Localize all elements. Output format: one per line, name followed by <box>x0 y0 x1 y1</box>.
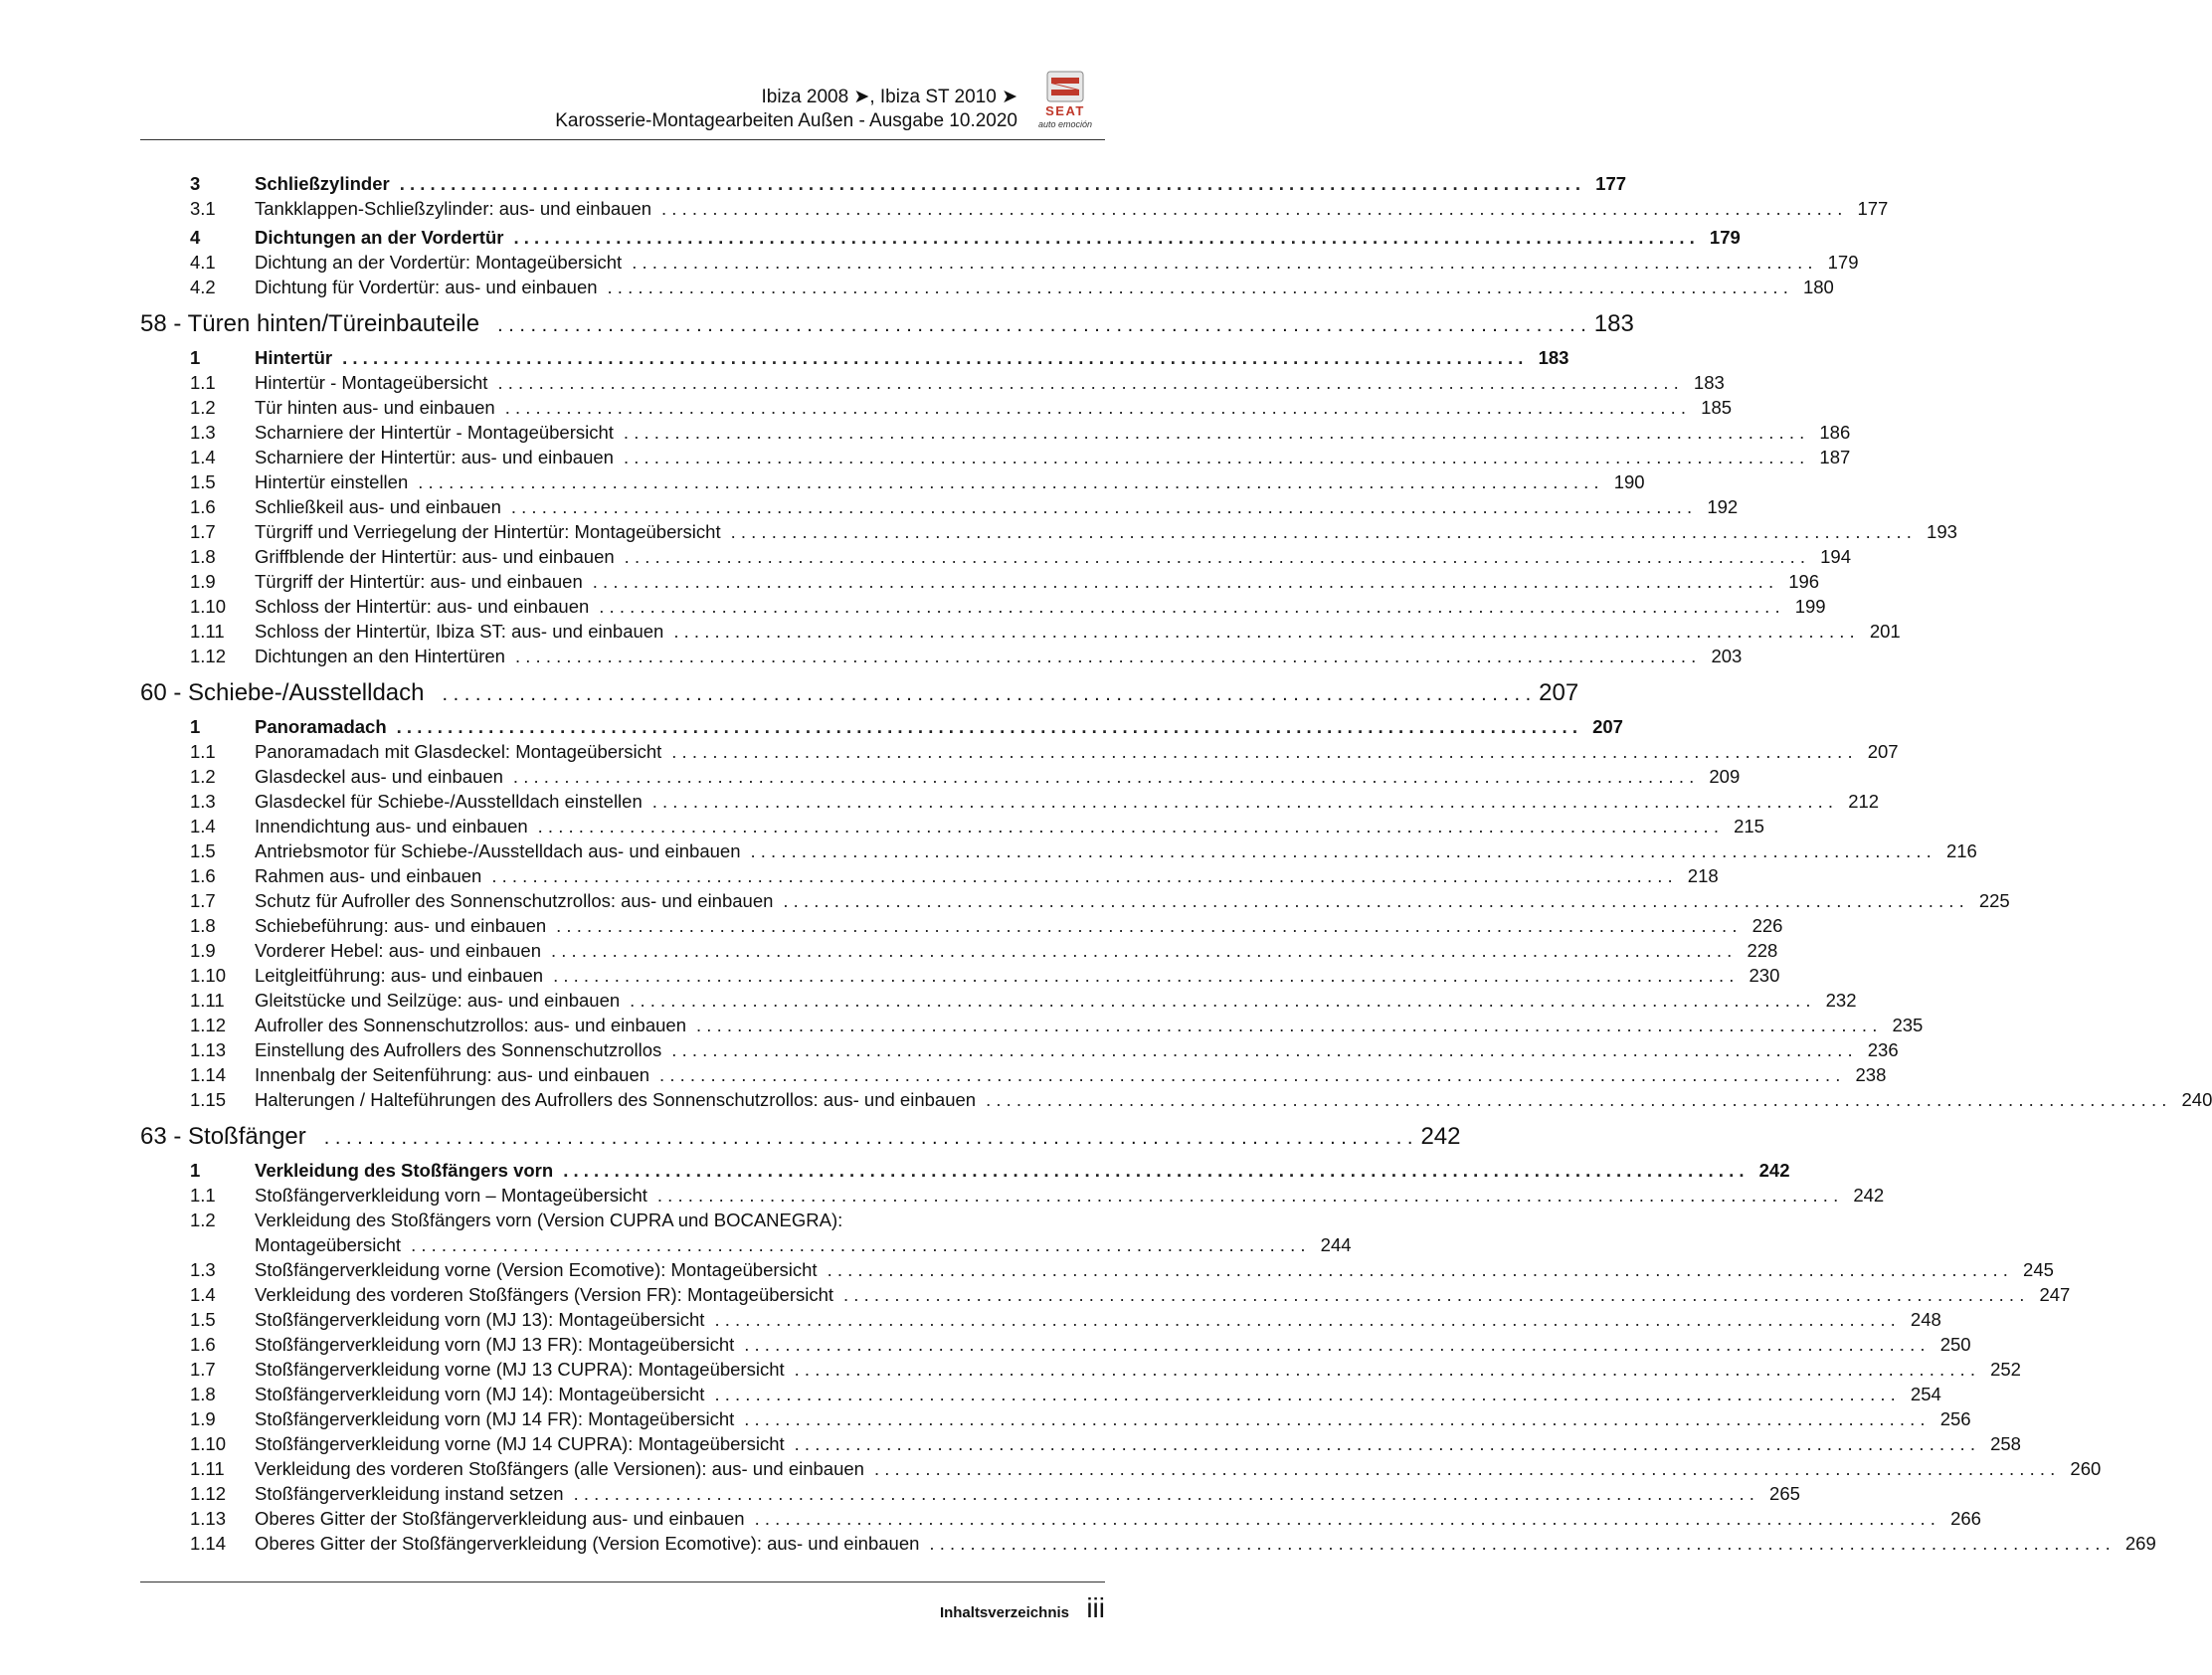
entry-title: Schiebeführung: aus- und einbauen <box>255 915 547 936</box>
entry-page: 209 <box>1709 766 1741 787</box>
entry-title: Aufroller des Sonnenschutzrollos: aus- und einbauen <box>255 1015 687 1035</box>
chapter-page: 207 <box>1539 679 1579 706</box>
toc-entry[interactable] <box>140 445 1851 469</box>
entry-title-line1: Verkleidung des Stoßfängers vorn (Version CUPRA und BOCANEGRA): <box>255 1210 843 1230</box>
entry-title: Tür hinten aus- und einbauen <box>255 397 495 418</box>
entry-page: 196 <box>1788 571 1820 592</box>
entry-number: 1.3 <box>190 1259 216 1280</box>
entry-page: 248 <box>1910 1309 1941 1330</box>
entry-page: 247 <box>2039 1284 2071 1305</box>
entry-title: Hintertür <box>255 347 333 368</box>
toc-entry[interactable] <box>140 1506 1981 1531</box>
entry-page: 244 <box>1320 1234 1352 1255</box>
toc-entry[interactable] <box>140 469 1645 494</box>
toc-entry[interactable] <box>140 395 1733 420</box>
chapter-title: 58 - Türen hinten/Türeinbauteile <box>140 310 480 337</box>
entry-number: 1.15 <box>190 1089 227 1110</box>
toc-section-58 <box>140 345 1957 668</box>
toc-entry[interactable] <box>140 594 1826 619</box>
chapter-title: 63 - Stoßfänger <box>140 1123 306 1150</box>
entry-number: 1.1 <box>190 1185 216 1206</box>
entry-number: 1.1 <box>190 741 216 762</box>
entry-page: 225 <box>1978 890 2010 911</box>
entry-number: 4.2 <box>190 277 216 297</box>
toc-entry[interactable] <box>140 1357 2021 1382</box>
entry-page: 265 <box>1769 1483 1800 1504</box>
footer-section-label: Inhaltsverzeichnis <box>939 1604 1069 1621</box>
entry-title: Innenbalg der Seitenführung: aus- und einbauen <box>255 1064 650 1085</box>
entry-title: Stoßfängerverkleidung vorn – Montageübersicht <box>255 1185 647 1206</box>
entry-page: 215 <box>1734 816 1764 837</box>
footer-page-number: iii <box>1086 1592 1105 1623</box>
toc-entry[interactable] <box>140 1013 1924 1037</box>
entry-title: Dichtungen an den Hintertüren <box>255 646 505 666</box>
entry-page: 201 <box>1869 621 1901 642</box>
entry-page: 252 <box>1990 1359 2021 1380</box>
entry-page: 185 <box>1701 397 1733 418</box>
entry-number: 3 <box>190 173 201 194</box>
toc-entry[interactable] <box>140 1158 1790 1183</box>
entry-page: 250 <box>1939 1334 1971 1355</box>
entry-number: 1.9 <box>190 571 216 592</box>
entry-number: 1 <box>190 716 201 737</box>
entry-title: Verkleidung des vorderen Stoßfängers (alle Versionen): aus- und einbauen <box>255 1458 864 1479</box>
entry-number: 1.13 <box>190 1039 227 1060</box>
entry-number: 1.11 <box>190 621 225 642</box>
toc-section-63a <box>140 1158 1885 1208</box>
toc-entry[interactable] <box>140 888 2010 913</box>
entry-page: 228 <box>1747 940 1778 961</box>
toc-entry[interactable] <box>140 250 1859 275</box>
entry-title: Panoramadach mit Glasdeckel: Montageübersicht <box>255 741 662 762</box>
entry-page: 269 <box>2124 1533 2156 1554</box>
entry-page: 216 <box>1945 840 1977 861</box>
entry-title: Dichtung für Vordertür: aus- und einbauen <box>255 277 598 297</box>
entry-page: 183 <box>1693 372 1725 393</box>
entry-number: 1.10 <box>190 965 227 986</box>
entry-title: Stoßfängerverkleidung instand setzen <box>255 1483 564 1504</box>
entry-page: 199 <box>1794 596 1826 617</box>
entry-number: 1.3 <box>190 791 216 812</box>
entry-title: Verkleidung des Stoßfängers vorn <box>255 1160 554 1181</box>
entry-number: 3.1 <box>190 198 216 219</box>
entry-number: 1.8 <box>190 915 216 936</box>
entry-title: Schließzylinder <box>255 173 390 194</box>
entry-title: Halterungen / Halteführungen des Aufrollers des Sonnenschutzrollos: aus- und einbauen <box>255 1089 977 1110</box>
entry-page: 180 <box>1802 277 1834 297</box>
toc-entry[interactable] <box>140 913 1783 938</box>
entry-number: 1.14 <box>190 1064 227 1085</box>
entry-title: Verkleidung des vorderen Stoßfängers (Version FR): Montageübersicht <box>255 1284 834 1305</box>
toc-section-60 <box>140 714 2212 1112</box>
entry-title: Oberes Gitter der Stoßfängerverkleidung (Version Ecomotive): aus- und einbauen <box>255 1533 920 1554</box>
chapter-heading-58[interactable] <box>140 303 1634 345</box>
entry-page: 218 <box>1687 865 1719 886</box>
entry-number: 1.13 <box>190 1508 227 1529</box>
entry-title: Antriebsmotor für Schiebe-/Ausstelldach aus- und einbauen <box>255 840 741 861</box>
toc-entry[interactable] <box>140 420 1851 445</box>
entry-title: Gleitstücke und Seilzüge: aus- und einbauen <box>255 990 621 1011</box>
toc-entry[interactable] <box>140 789 1880 814</box>
entry-page: 207 <box>1592 716 1623 737</box>
toc-section-63b <box>140 1257 2156 1556</box>
entry-title: Rahmen aus- und einbauen <box>255 865 482 886</box>
toc-entry[interactable] <box>140 619 1901 644</box>
entry-title: Leitgleitführung: aus- und einbauen <box>255 965 544 986</box>
toc-entry[interactable] <box>140 345 1569 370</box>
entry-page: 203 <box>1711 646 1743 666</box>
entry-page: 260 <box>2070 1458 2102 1479</box>
entry-number: 1.6 <box>190 496 216 517</box>
entry-page: 230 <box>1749 965 1780 986</box>
toc-entry[interactable] <box>140 838 1977 863</box>
entry-title: Hintertür - Montageübersicht <box>255 372 488 393</box>
chapter-page: 242 <box>1420 1123 1461 1150</box>
entry-title: Schloss der Hintertür, Ibiza ST: aus- und einbauen <box>255 621 664 642</box>
seat-logo <box>1025 68 1105 133</box>
entry-page: 179 <box>1827 252 1859 273</box>
entry-title: Türgriff der Hintertür: aus- und einbauen <box>255 571 583 592</box>
entry-page: 245 <box>2023 1259 2054 1280</box>
entry-title: Türgriff und Verriegelung der Hintertür: Montageübersicht <box>255 521 721 542</box>
entry-number: 1.4 <box>190 447 216 467</box>
toc-entry[interactable] <box>140 1481 1800 1506</box>
chapter-page: 183 <box>1593 310 1634 337</box>
entry-page: 177 <box>1857 198 1889 219</box>
chapter-heading-63[interactable] <box>140 1116 1461 1158</box>
entry-page: 258 <box>1990 1433 2021 1454</box>
entry-number: 1.3 <box>190 422 216 443</box>
entry-number: 1.11 <box>190 1458 225 1479</box>
entry-number: 1.5 <box>190 471 216 492</box>
toc-entry[interactable] <box>140 569 1820 594</box>
entry-title: Panoramadach <box>255 716 387 737</box>
entry-title: Einstellung des Aufrollers des Sonnenschutzrollos <box>255 1039 662 1060</box>
entry-title: Innendichtung aus- und einbauen <box>255 816 528 837</box>
header-manual-title: Karosserie-Montagearbeiten Außen - Ausgabe 10.2020 <box>555 110 1017 131</box>
entry-page: 235 <box>1892 1015 1924 1035</box>
entry-page: 238 <box>1855 1064 1887 1085</box>
page-header <box>140 86 1105 140</box>
entry-title: Dichtungen an der Vordertür <box>255 227 504 248</box>
toc-entry[interactable] <box>140 1307 1941 1332</box>
table-of-contents <box>140 171 2212 1556</box>
toc-entry[interactable] <box>140 1257 2054 1282</box>
toc-entry[interactable] <box>140 544 1851 569</box>
toc-entry[interactable] <box>140 275 1834 299</box>
entry-page: 207 <box>1867 741 1899 762</box>
toc-entry[interactable] <box>140 814 1764 838</box>
seat-logo-emblem <box>1047 72 1083 101</box>
entry-number: 4 <box>190 227 201 248</box>
entry-number: 1.5 <box>190 840 216 861</box>
entry-number: 1.10 <box>190 1433 227 1454</box>
toc-entry[interactable] <box>140 863 1719 888</box>
toc-entry[interactable] <box>140 1062 1887 1087</box>
entry-number: 1 <box>190 347 201 368</box>
entry-title: Schutz für Aufroller des Sonnenschutzrollos: aus- und einbauen <box>255 890 774 911</box>
entry-number: 1.12 <box>190 1483 227 1504</box>
toc-entry[interactable] <box>140 1382 1941 1406</box>
entry-page: 193 <box>1927 521 1957 542</box>
entry-number: 1.2 <box>190 1210 216 1230</box>
entry-page: 242 <box>1758 1160 1790 1181</box>
entry-page: 266 <box>1950 1508 1981 1529</box>
toc-entry[interactable] <box>140 714 1623 739</box>
logo-tagline: auto emoción <box>1037 119 1093 129</box>
entry-number: 1.9 <box>190 1408 216 1429</box>
toc-section-doors-front <box>140 171 1889 299</box>
entry-page: 177 <box>1595 173 1627 194</box>
toc-entry[interactable] <box>140 988 1857 1013</box>
entry-title: Glasdeckel aus- und einbauen <box>255 766 503 787</box>
entry-title: Vorderer Hebel: aus- und einbauen <box>255 940 541 961</box>
entry-number: 1.7 <box>190 890 216 911</box>
entry-number: 1.7 <box>190 521 216 542</box>
toc-entry[interactable] <box>140 171 1627 196</box>
entry-number: 1.6 <box>190 865 216 886</box>
entry-title: Stoßfängerverkleidung vorne (Version Ecomotive): Montageübersicht <box>255 1259 818 1280</box>
entry-title-line2: Montageübersicht <box>255 1234 402 1255</box>
toc-entry[interactable] <box>140 1406 1971 1431</box>
entry-title: Glasdeckel für Schiebe-/Ausstelldach einstellen <box>255 791 643 812</box>
toc-entry[interactable] <box>140 1431 2021 1456</box>
toc-entry[interactable] <box>140 1531 2156 1556</box>
entry-page: 240 <box>2181 1089 2212 1110</box>
entry-page: 256 <box>1939 1408 1971 1429</box>
entry-page: 190 <box>1613 471 1645 492</box>
toc-entry[interactable] <box>140 225 1741 250</box>
toc-entry[interactable] <box>140 764 1741 789</box>
toc-entry[interactable] <box>140 196 1889 221</box>
logo-wordmark: SEAT <box>1045 103 1085 118</box>
toc-entry[interactable] <box>140 519 1957 544</box>
entry-page: 192 <box>1707 496 1739 517</box>
entry-number: 1.7 <box>190 1359 216 1380</box>
entry-title: Schließkeil aus- und einbauen <box>255 496 501 517</box>
entry-number: 1.12 <box>190 646 227 666</box>
toc-entry[interactable] <box>140 644 1743 668</box>
entry-title: Stoßfängerverkleidung vorn (MJ 13 FR): Montageübersicht <box>255 1334 735 1355</box>
toc-entry[interactable] <box>140 1282 2071 1307</box>
entry-number: 1.4 <box>190 816 216 837</box>
entry-number: 1.8 <box>190 1384 216 1404</box>
entry-page: 179 <box>1709 227 1741 248</box>
entry-title: Stoßfängerverkleidung vorne (MJ 14 CUPRA): Montageübersicht <box>255 1433 785 1454</box>
entry-page: 212 <box>1848 791 1880 812</box>
toc-entry[interactable] <box>140 963 1780 988</box>
entry-title: Stoßfängerverkleidung vorne (MJ 13 CUPRA): Montageübersicht <box>255 1359 785 1380</box>
toc-entry[interactable] <box>140 1183 1885 1208</box>
entry-number: 1.14 <box>190 1533 227 1554</box>
entry-number: 1.8 <box>190 546 216 567</box>
chapter-title: 60 - Schiebe-/Ausstelldach <box>140 679 425 706</box>
entry-page: 194 <box>1820 546 1851 567</box>
entry-title: Oberes Gitter der Stoßfängerverkleidung aus- und einbauen <box>255 1508 745 1529</box>
chapter-heading-60[interactable] <box>140 672 1579 714</box>
entry-number: 1 <box>190 1160 201 1181</box>
toc-entry[interactable] <box>140 739 1899 764</box>
toc-entry[interactable] <box>140 1332 1971 1357</box>
toc-entry[interactable] <box>140 1456 2102 1481</box>
entry-number: 4.1 <box>190 252 216 273</box>
entry-page: 187 <box>1819 447 1851 467</box>
entry-title: Griffblende der Hintertür: aus- und einbauen <box>255 546 615 567</box>
entry-page: 186 <box>1819 422 1851 443</box>
entry-title: Dichtung an der Vordertür: Montageübersicht <box>255 252 623 273</box>
entry-title: Stoßfängerverkleidung vorn (MJ 14): Montageübersicht <box>255 1384 705 1404</box>
entry-title: Hintertür einstellen <box>255 471 409 492</box>
toc-entry[interactable] <box>140 1037 1899 1062</box>
toc-entry[interactable] <box>140 938 1778 963</box>
entry-page: 226 <box>1751 915 1783 936</box>
header-model-line: Ibiza 2008 ➤, Ibiza ST 2010 ➤ <box>761 87 1017 107</box>
entry-title: Scharniere der Hintertür - Montageübersicht <box>255 422 614 443</box>
entry-number: 1.12 <box>190 1015 227 1035</box>
toc-entry[interactable] <box>140 494 1739 519</box>
entry-number: 1.5 <box>190 1309 216 1330</box>
entry-number: 1.6 <box>190 1334 216 1355</box>
entry-number: 1.4 <box>190 1284 216 1305</box>
entry-page: 232 <box>1825 990 1857 1011</box>
entry-title: Schloss der Hintertür: aus- und einbauen <box>255 596 590 617</box>
entry-number: 1.10 <box>190 596 227 617</box>
toc-entry[interactable] <box>140 370 1725 395</box>
entry-number: 1.1 <box>190 372 216 393</box>
entry-title: Stoßfängerverkleidung vorn (MJ 13): Montageübersicht <box>255 1309 705 1330</box>
entry-page: 242 <box>1853 1185 1885 1206</box>
entry-title: Stoßfängerverkleidung vorn (MJ 14 FR): Montageübersicht <box>255 1408 735 1429</box>
entry-number: 1.9 <box>190 940 216 961</box>
toc-entry[interactable] <box>140 1208 1352 1257</box>
entry-number: 1.2 <box>190 397 216 418</box>
entry-page: 236 <box>1867 1039 1899 1060</box>
entry-number: 1.2 <box>190 766 216 787</box>
entry-page: 254 <box>1910 1384 1941 1404</box>
entry-title: Tankklappen-Schließzylinder: aus- und einbauen <box>255 198 652 219</box>
entry-page: 183 <box>1538 347 1569 368</box>
toc-entry[interactable] <box>140 1087 2212 1112</box>
entry-title: Scharniere der Hintertür: aus- und einbauen <box>255 447 614 467</box>
entry-number: 1.11 <box>190 990 225 1011</box>
